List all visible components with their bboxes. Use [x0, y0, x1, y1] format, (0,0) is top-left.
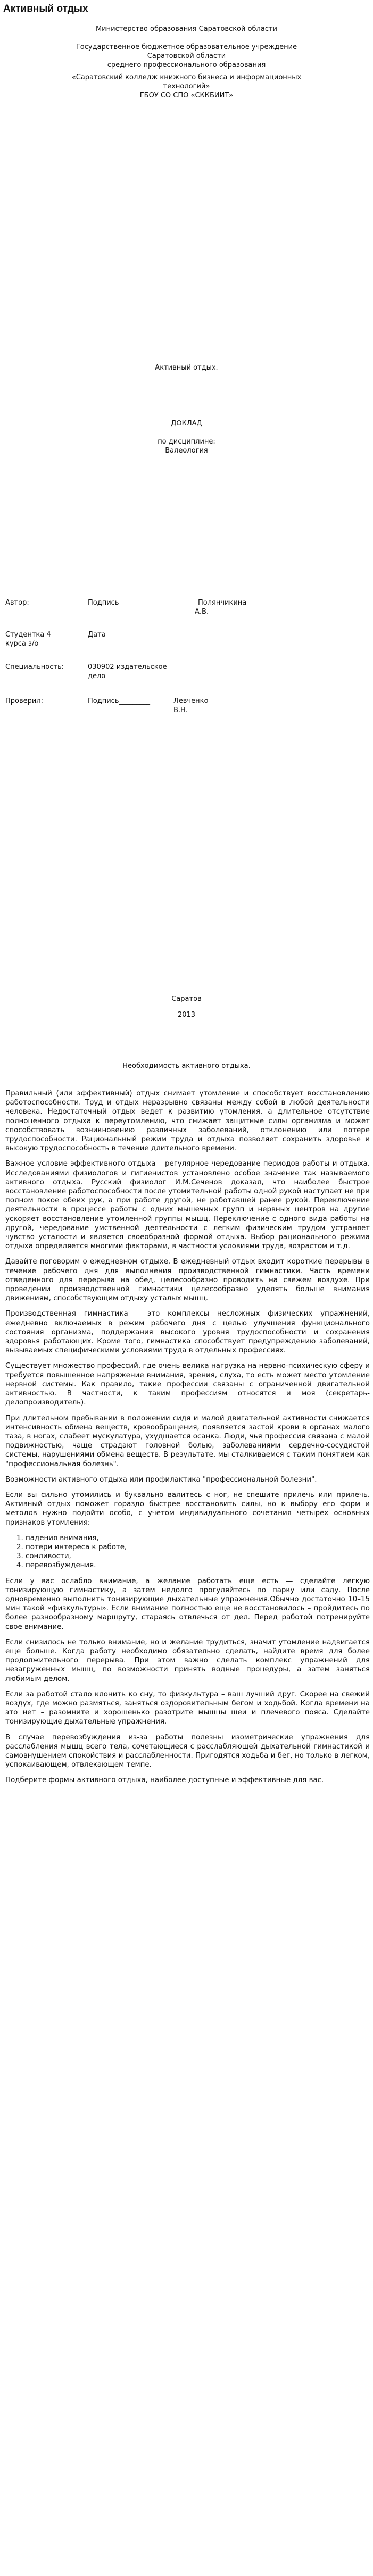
discipline-block: [0, 437, 373, 455]
paragraph: Существует множество профессий, где очень велика нагрузка на нервно-психическую сферу и требуется повышенное напряжение внимания, зрения, слуха, то есть может место утомление нервной системы. Как правило, такие профессии связаны с ограниченной двигательной активностью. В частности, к таким профессиям относятся и моя (секретарь-делопроизводитель).: [5, 1362, 370, 1407]
institution-header: [0, 24, 373, 100]
author-label: Автор:: [5, 599, 29, 607]
list-item: 3. сонливости,: [26, 1552, 370, 1561]
institution-line: ГБОУ СО СПО «СККБИИТ»: [139, 91, 234, 99]
institution-line: Министерство образования Саратовской области: [95, 25, 278, 33]
document-type: ДОКЛАД: [171, 420, 202, 428]
paragraph: Давайте поговорим о ежедневном отдыхе. В ежедневный отдых входит короткие перерывы в течение рабочего дня для выполнения производственной гимнастики. Часть времени отведенного для перерыва на обед, целесообразно проводить на свежем воздухе. При проведении производственной гимнастики целесообразно уделять больше внимания движениям, способствующим отдыху усталых мышц.: [5, 1258, 370, 1303]
paragraph: При длительном пребывании в положении сидя и малой двигательной активности снижается интенсивность обмена веществ, кровообращения, появляется застой крови в органах малого таза, в ногах, слабеет мускулатура, ухудшается осанка. Люди, чья профессия связана с малой подвижностью, чаще страдают головной болью, заболеваниями сердечно-сосудистой системы, нарушениями обмена веществ. В результате, мы сталкиваемся с таким понятием как "профессиональная болезнь".: [5, 1414, 370, 1468]
list-item: 2. потери интереса к работе,: [26, 1543, 370, 1552]
paragraph: Возможности активного отдыха или профилактика "профессиональной болезни".: [5, 1475, 317, 1484]
paragraph: Важное условие эффективного отдыха – регулярное чередование периодов работы и отдыха. Исследованиями физиологов и гигиенистов установлено особое значение так называемого активного отдыха. Русский физиолог И.М.Сеченов доказал, что наиболее быстрое восстановление работоспособности после утомительной работы одной рукой наступает не при полном покое обеих рук, а при работе другой, не работавшей ранее рукой. Переключение деятельности в процессе работы с одних мышечных групп и нервных центров на другие ускоряет восстановление утомленной группы мышц. Переключение с одного вида работы на другой, чередование умственной деятельности с легким физическим трудом устраняет чувство усталости и является своеобразной формой отдыха. Выбор рационального режима отдыха определяется многими факторами, в частности условиями труда, возрастом и т.д.: [5, 1160, 370, 1251]
institution-line: Саратовской области: [147, 52, 226, 60]
section-heading: Необходимость активного отдыха.: [122, 1062, 251, 1070]
paragraph: Подберите формы активного отдыха, наиболее доступные и эффективные для вас.: [5, 1776, 324, 1785]
specialty-label: Специальность:: [5, 663, 64, 671]
paragraph: Если снизилось не только внимание, но и желание трудиться, значит утомление надвигается еще больше. Когда работу необходимо обязательно сделать, найдите время для более продолжительного перерыва. При этом важно сделать комплекс упражнений для незагруженных мышц, по возможности принять водные процедуры, а затем заняться любимым делом.: [5, 1638, 370, 1683]
date-field: Дата_______________: [88, 631, 158, 639]
discipline-name: Валеология: [165, 447, 208, 455]
fatigue-signs-list: [5, 1534, 370, 1570]
checker-name: Левченко: [173, 697, 209, 705]
year: 2013: [177, 1011, 196, 1019]
paragraph: Если у вас ослабло внимание, а желание работать еще есть — сделайте легкую тонизирующую гимнастику, а затем недолго прогуляйтесь по парку или саду. После одновременно выполнить тонизирующие дыхательные упражнения.Обычно достаточно 10–15 мин такой «физкультуры». Если внимание полностью еще не восстановилось – пройдитесь по более разнообразному маршруту, стараясь отвлечься от дел. Перед работой потренируйте свое внимание.: [5, 1577, 370, 1631]
paragraph: Если за работой стало клонить ко сну, то физкультура – ваш лучший друг. Скорее на свежий воздух, где можно размяться, заняться оздоровительным бегом и ходьбой. Когда времени на это нет – разомните и хорошенько разотрите мышцы шеи и плечевого пояса. Сделайте тонизирующие дыхательные упражнения.: [5, 1690, 370, 1726]
checker-label: Проверил:: [5, 697, 44, 705]
paragraph: Правильный (или эффективный) отдых снимает утомление и способствует восстановлению работоспособности. Труд и отдых неразрывно связаны между собой в любой деятельности человека. Недостаточный отдых ведет к развитию утомления, а длительное отсутствие полноценного отдыха к переутомлению, что снижает защитные силы организма и может способствовать возникновению различных заболеваний, отклонению или потере трудоспособности. Рациональный режим труда и отдыха позволяет сохранить здоровье и высокую трудоспособность в течение длительного времени.: [5, 1090, 370, 1153]
institution-line: Государственное бюджетное образовательное учреждение: [76, 43, 297, 51]
author-signature: Подпись_____________: [88, 599, 164, 607]
city: Саратов: [171, 995, 202, 1003]
author-name: Полянчикина: [198, 599, 247, 607]
checker-initials: В.Н.: [173, 706, 188, 714]
paragraph: В случае перевозбуждения из-за работы полезны изометрические упражнения для расслабления мышц всего тела, сочетающиеся с расслабляющей дыхательной гимнастикой и самовнушением спокойствия и расслабленности. Пригодятся ходьба и бег, но только в легком, успокаивающем, отвлекающем темпе.: [5, 1733, 370, 1769]
specialty-name: дело: [88, 672, 106, 680]
student-course-line2: курса з/о: [5, 640, 39, 648]
specialty-code: 030902 издательское: [88, 663, 167, 671]
institution-line: технологий»: [163, 82, 210, 90]
checker-signature: Подпись_________: [88, 697, 150, 705]
discipline-label: по дисциплине:: [158, 438, 215, 446]
list-item: 1. падения внимания,: [26, 1534, 370, 1543]
article-body: [5, 1089, 370, 1792]
report-topic: Активный отдых.: [155, 364, 218, 372]
paragraph: Если вы сильно утомились и буквально валитесь с ног, не спешите прилечь или прилечь. Активный отдых поможет гораздо быстрее восстановить силы, но к выбору его форм и методов нужно подойти особо, с учетом индивидуального сочетания четырех основных признаков утомления:: [5, 1491, 370, 1527]
institution-line: «Саратовский колледж книжного бизнеса и информационных: [71, 73, 302, 81]
student-course-line1: Студентка 4: [5, 631, 51, 639]
institution-line: среднего профессионального образования: [107, 61, 266, 69]
author-initials: А.В.: [195, 608, 209, 616]
paragraph: Производственная гимнастика – это комплексы несложных физических упражнений, ежедневно включаемых в режим рабочего дня с целью улучшения функционального состояния организма, поддержания высокого уровня трудоспособности и сохранения здоровья работающих. Кроме того, гимнастика способствует предупреждению заболеваний, вызываемых специфическими условиями труда в отдельных профессиях.: [5, 1310, 370, 1355]
document-title: Активный отдых: [3, 3, 88, 14]
list-item: 4. перевозбуждения.: [26, 1561, 370, 1570]
